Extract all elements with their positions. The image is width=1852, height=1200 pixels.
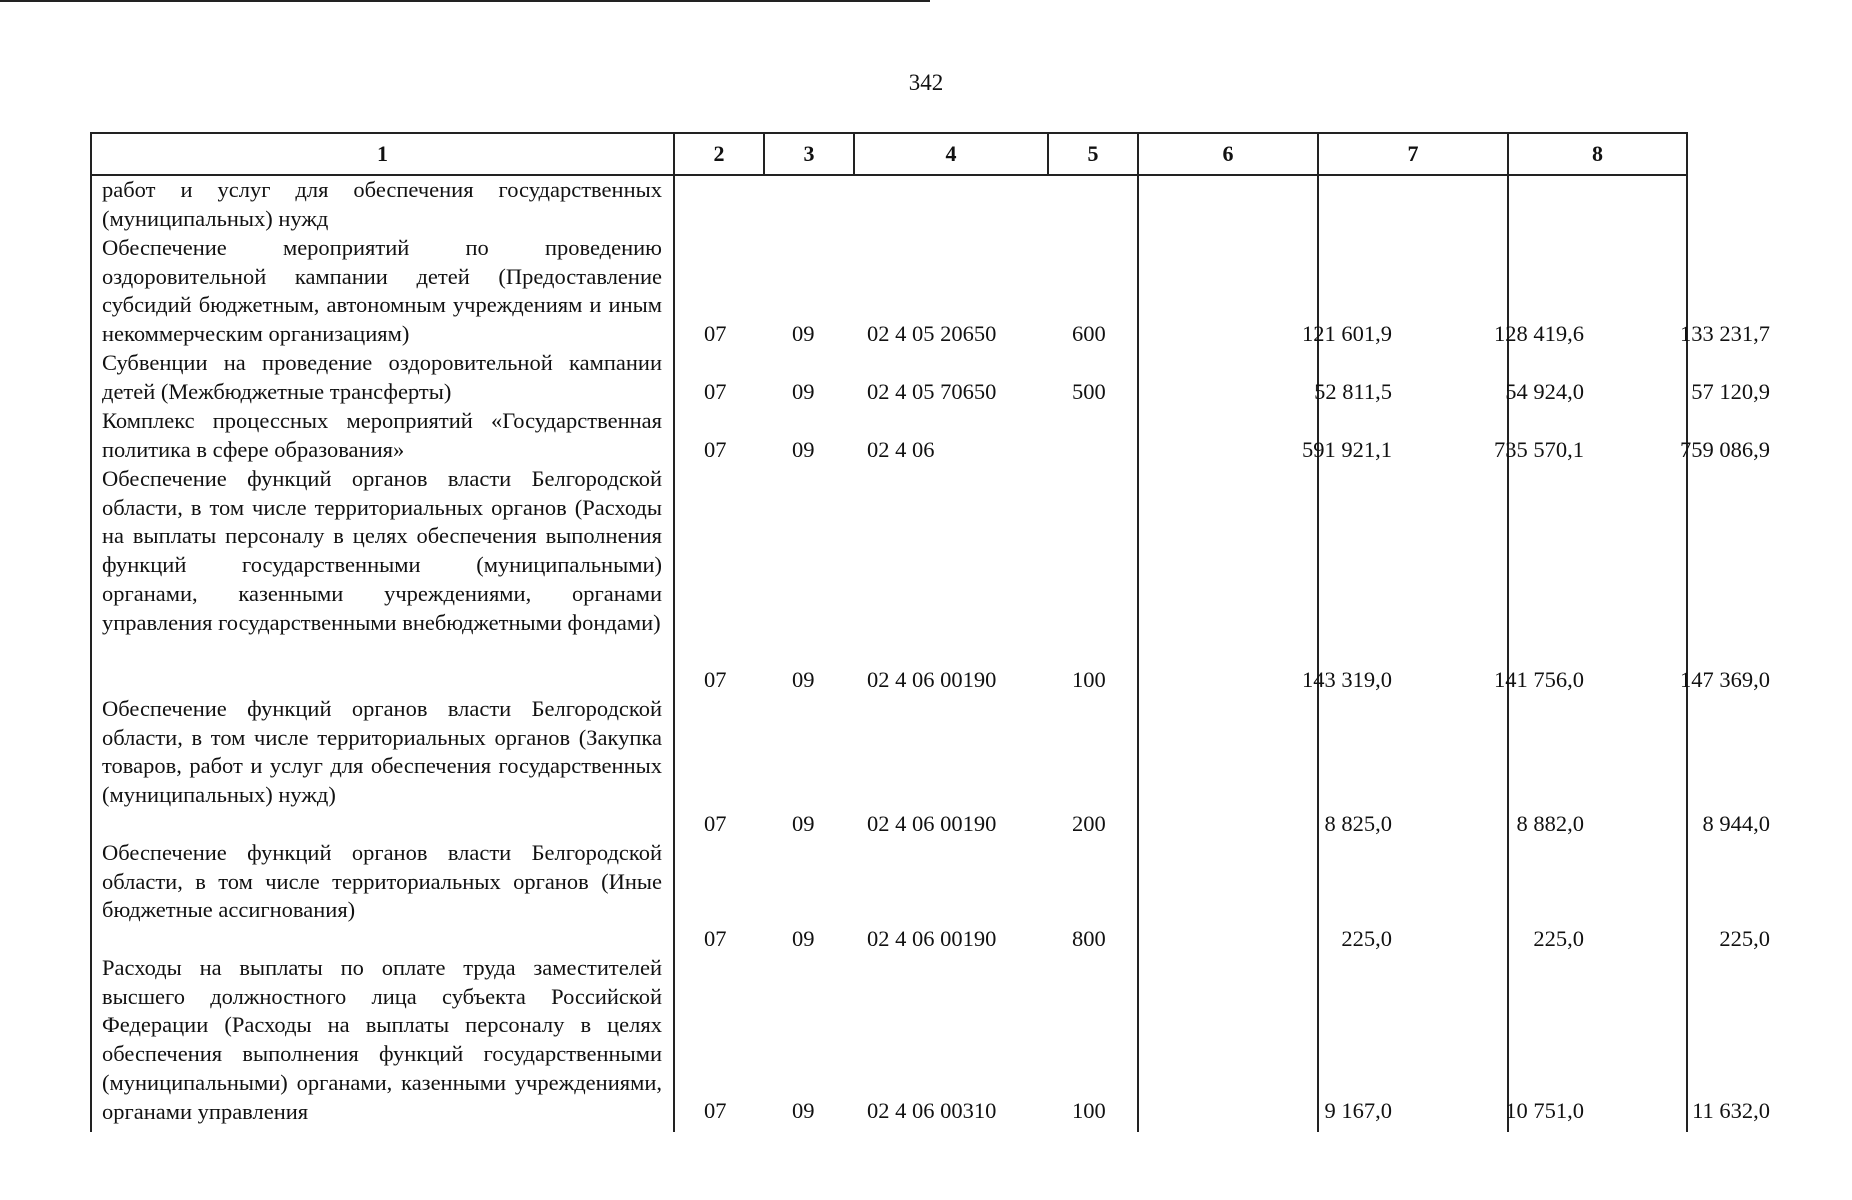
row-expense-type: 800 [1072, 926, 1106, 952]
row-subsection: 09 [792, 379, 815, 405]
row-value-2: 8 882,0 [1516, 811, 1584, 837]
table-row [92, 407, 1770, 465]
row-subsection: 09 [792, 321, 815, 347]
row-value-3: 147 369,0 [1680, 667, 1770, 693]
row-value-1: 143 319,0 [1302, 667, 1392, 693]
row-description: Обеспечение мероприятий по проведению оздоровительной кампании детей (Предоставление субсидий бюджетным, автономным учреждениям и иным некоммерческим организациям) [102, 235, 662, 347]
row-value-2: 10 751,0 [1505, 1098, 1584, 1124]
row-description: Субвенции на проведение оздоровительной кампании детей (Межбюджетные трансферты) [102, 350, 662, 404]
row-section: 07 [704, 321, 727, 347]
row-target-code: 02 4 06 00190 [867, 667, 997, 693]
row-expense-type: 100 [1072, 667, 1106, 693]
row-value-3: 759 086,9 [1680, 437, 1770, 463]
row-value-2: 128 419,6 [1494, 321, 1584, 347]
row-subsection: 09 [792, 1098, 815, 1124]
row-section: 07 [704, 926, 727, 952]
row-section: 07 [704, 811, 727, 837]
table-header [92, 134, 1686, 176]
header-col-7: 7 [1319, 134, 1509, 174]
row-description: Обеспечение функций органов власти Белгородской области, в том числе территориальных органов (Закупка товаров, работ и услуг для обеспечения государственных (муниципальных) нужд) [102, 696, 662, 808]
row-section: 07 [704, 379, 727, 405]
table-row [92, 465, 1770, 695]
row-value-2: 735 570,1 [1494, 437, 1584, 463]
table-row [92, 695, 1770, 839]
table-row [92, 954, 1770, 1126]
header-col-5: 5 [1049, 134, 1139, 174]
row-expense-type: 500 [1072, 379, 1106, 405]
row-value-2: 225,0 [1533, 926, 1584, 952]
row-section: 07 [704, 667, 727, 693]
row-expense-type: 100 [1072, 1098, 1106, 1124]
row-subsection: 09 [792, 437, 815, 463]
table-row [92, 839, 1770, 954]
row-target-code: 02 4 06 00310 [867, 1098, 997, 1124]
page-number: 342 [908, 70, 944, 95]
row-value-3: 8 944,0 [1702, 811, 1770, 837]
row-subsection: 09 [792, 926, 815, 952]
table-row [92, 349, 1770, 407]
row-value-1: 121 601,9 [1302, 321, 1392, 347]
row-value-1: 8 825,0 [1324, 811, 1392, 837]
top-rule [0, 0, 930, 2]
row-target-code: 02 4 06 00190 [867, 811, 997, 837]
row-target-code: 02 4 05 20650 [867, 321, 997, 347]
row-expense-type: 200 [1072, 811, 1106, 837]
row-value-1: 225,0 [1341, 926, 1392, 952]
row-value-1: 9 167,0 [1324, 1098, 1392, 1124]
row-expense-type: 600 [1072, 321, 1106, 347]
row-section: 07 [704, 437, 727, 463]
row-value-1: 52 811,5 [1314, 379, 1392, 405]
header-col-1: 1 [92, 134, 675, 174]
row-target-code: 02 4 05 70650 [867, 379, 997, 405]
row-description: Обеспечение функций органов власти Белгородской области, в том числе территориальных органов (Расходы на выплаты персоналу в целях обеспечения выполнения функций государственными (муниципальными) органами, казенными учреждениями, органами управления государственными внебюджетными фондами) [102, 466, 662, 635]
header-col-4: 4 [855, 134, 1049, 174]
row-description: Расходы на выплаты по оплате труда заместителей высшего должностного лица субъекта Российской Федерации (Расходы на выплаты персоналу в целях обеспечения выполнения функций государственными (муниципальными) органами, казенными учреждениями, органами управления [102, 955, 662, 1124]
header-col-6: 6 [1139, 134, 1319, 174]
row-value-2: 141 756,0 [1494, 667, 1584, 693]
row-subsection: 09 [792, 667, 815, 693]
header-col-2: 2 [675, 134, 765, 174]
row-value-3: 225,0 [1719, 926, 1770, 952]
row-description: работ и услуг для обеспечения государственных (муниципальных) нужд [102, 177, 662, 231]
row-target-code: 02 4 06 [867, 437, 935, 463]
row-target-code: 02 4 06 00190 [867, 926, 997, 952]
row-value-3: 133 231,7 [1680, 321, 1770, 347]
row-description: Комплекс процессных мероприятий «Государственная политика в сфере образования» [102, 408, 662, 462]
table-row [92, 176, 1686, 234]
row-value-2: 54 924,0 [1505, 379, 1584, 405]
row-value-3: 57 120,9 [1691, 379, 1770, 405]
table-row [92, 234, 1770, 349]
row-subsection: 09 [792, 811, 815, 837]
row-description: Обеспечение функций органов власти Белгородской области, в том числе территориальных органов (Иные бюджетные ассигнования) [102, 840, 662, 923]
row-value-3: 11 632,0 [1692, 1098, 1770, 1124]
header-col-8: 8 [1592, 141, 1603, 166]
row-section: 07 [704, 1098, 727, 1124]
budget-table [90, 132, 1770, 1132]
row-value-1: 591 921,1 [1302, 437, 1392, 463]
header-col-3: 3 [765, 134, 855, 174]
